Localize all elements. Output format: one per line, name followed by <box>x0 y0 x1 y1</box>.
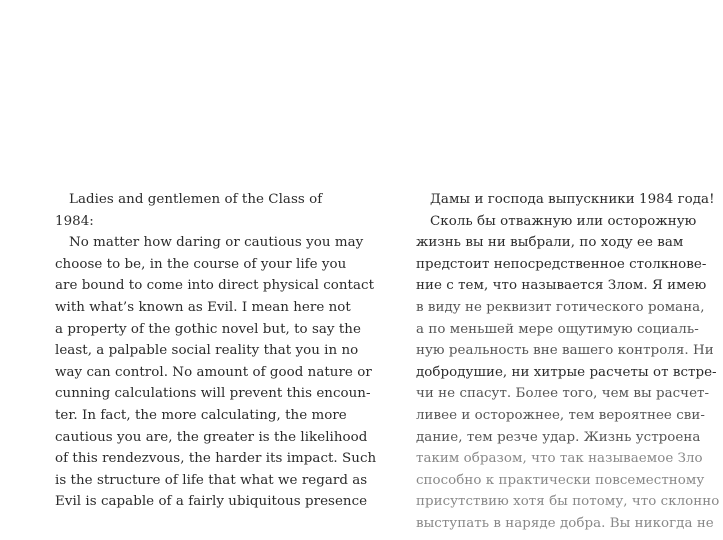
text-line: предстоит непосредственное столкнове- <box>416 256 707 272</box>
text-line: жизнь вы ни выбрали, по ходу ее вам <box>416 235 684 251</box>
text-line: способно к практически повсеместному <box>416 472 705 488</box>
text-line: в виду не реквизит готического романа, <box>416 299 705 315</box>
text-line: with what’s known as Evil. I mean here not <box>55 299 351 315</box>
text-line: Evil is capable of a fairly ubiquitous presence <box>55 494 368 510</box>
text-line: таким образом, что так называемое Зло <box>416 451 703 467</box>
text-line: ние с тем, что называется Злом. Я имею <box>416 278 707 294</box>
text-line: дание, тем резче удар. Жизнь устроена <box>416 429 701 445</box>
text-line: 1984: <box>55 213 94 229</box>
russian-text-block <box>416 189 720 535</box>
text-line: а по меньшей мере ощутимую социаль- <box>416 321 699 337</box>
text-line: of this rendezvous, the harder its impact. Such <box>55 451 377 467</box>
text-line: way can control. No amount of good nature or <box>55 364 372 380</box>
text-line: is the structure of life that what we regard as <box>55 472 368 488</box>
text-line: присутствию хотя бы потому, что склонно <box>416 494 720 510</box>
text-line: No matter how daring or cautious you may <box>69 235 364 251</box>
right-page <box>362 0 723 540</box>
text-line: Сколь бы отважную или осторожную <box>430 213 697 229</box>
text-line: выступать в наряде добра. Вы никогда не <box>416 515 714 531</box>
text-line: Дамы и господа выпускники 1984 года! <box>430 192 715 207</box>
text-line: a property of the gothic novel but, to say the <box>55 321 361 337</box>
text-line: ливее и осторожнее, тем вероятнее сви- <box>416 407 705 423</box>
text-line: ную реальность вне вашего контроля. Ни <box>416 343 714 359</box>
text-line: чи не спасут. Более того, чем вы расчет- <box>416 386 710 402</box>
text-line: cunning calculations will prevent this encoun- <box>55 386 371 402</box>
text-line: cautious you are, the greater is the likelihood <box>55 429 368 445</box>
text-line: добродушие, ни хитрые расчеты от встре- <box>416 364 717 380</box>
text-line: choose to be, in the course of your life you <box>55 256 347 272</box>
text-line: least, a palpable social reality that you in no <box>55 343 359 359</box>
english-text-block <box>55 189 377 513</box>
text-line: ter. In fact, the more calculating, the more <box>55 407 347 423</box>
text-line: Ladies and gentlemen of the Class of <box>69 192 323 207</box>
text-line: are bound to come into direct physical contact <box>55 278 375 294</box>
